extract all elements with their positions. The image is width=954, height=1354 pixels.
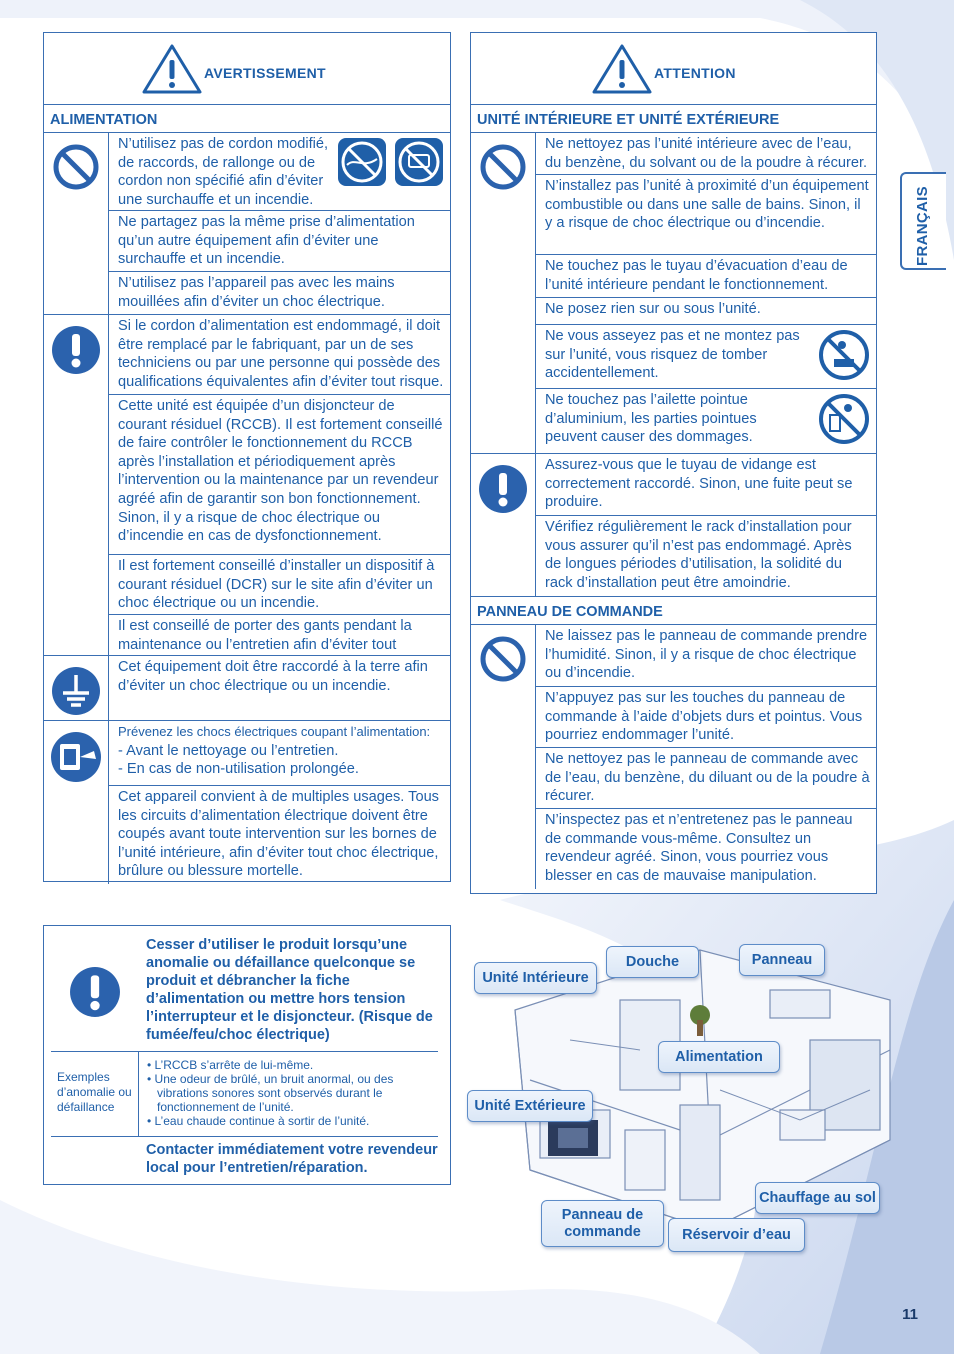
list-item: • Une odeur de brûlé, un bruit anormal, ou des vibrations sonores sont observés durant le fonctionnement de l’unité. — [147, 1072, 394, 1114]
warning-title: AVERTISSEMENT — [204, 65, 326, 81]
list-item: Ne laissez pas le panneau de commande prendre l’humidité. Sinon, il y a risque de choc électrique ou d’incendie. — [536, 625, 876, 687]
language-tab: FRANÇAIS — [900, 172, 946, 270]
prohibition-icon — [479, 143, 527, 191]
list-item: N’installez pas l’unité à proximité d’un équipement combustible ou dans une salle de bains. Sinon, il y a risque de choc électrique ou d’incendie. — [536, 175, 876, 255]
stop-box — [43, 925, 451, 1185]
panel-prohibit-group — [471, 625, 876, 889]
mandatory-action-icon — [69, 966, 121, 1018]
label-shower: Douche — [606, 946, 699, 978]
section-alimentation: ALIMENTATION — [44, 105, 450, 133]
list-item: Ne nettoyez pas le panneau de commande avec de l’eau, du benzène, du diluant ou de la poudre à récurer. — [536, 748, 876, 809]
no-sitting-icon — [818, 329, 870, 381]
list-item: N’utilisez pas l’appareil pas avec les mains mouillées afin d’éviter un choc électrique. — [118, 275, 395, 310]
unplug-group — [44, 721, 450, 884]
list-item: Si le cordon d’alimentation est endommagé, il doit être remplacé par le fabriquant, par un de ses techniciens ou par une personne qui possède des qualifications équivalentes afin d’éviter tout risque. — [109, 315, 450, 395]
caution-box — [470, 32, 877, 894]
examples-table — [51, 1051, 438, 1137]
contact-dealer-text: Contacter immédiatement votre revendeur local pour l’entretien/réparation. — [146, 1142, 438, 1176]
label-water-tank: Réservoir d’eau — [668, 1218, 805, 1252]
warning-box — [43, 32, 451, 882]
no-extension-cord-icon — [394, 137, 444, 187]
list-item: • L’RCCB s’arrête de lui-même. — [147, 1058, 314, 1072]
list-item: Assurez-vous que le tuyau de vidange est correctement raccordé. Sinon, une fuite peut se produire. — [536, 454, 876, 516]
list-item: Cette unité est équipée d’un disjoncteur de courant résiduel (RCCB). Il est fortement conseillé de faire contrôler le fonctionnement du RCCB après l’installation et périodiquement après l’intervention ou la maintenance par un revendeur agréé afin de garantir son bon fonctionnement. Sinon, il y a risque de choc électrique ou d’incendie en cas de dysfonctionnement. — [109, 395, 450, 555]
list-item: Il est conseillé de porter des gants pendant la maintenance ou l’entretien afin d’éviter tout — [118, 618, 412, 653]
caution-mandatory-group — [471, 454, 876, 597]
caution-title: ATTENTION — [654, 65, 736, 81]
list-item: Ne touchez pas le tuyau d’évacuation d’eau de l’unité intérieure pendant le fonctionnement. — [536, 255, 876, 298]
list-item: N’inspectez pas et n’entretenez pas le panneau de commande vous-même. Consultez un revendeur agréé. Sinon, vous pourriez vous blesser en cas de mauvaise manipulation. — [545, 812, 853, 884]
page-number: 11 — [902, 1306, 918, 1323]
label-indoor-unit: Unité Intérieure — [474, 962, 597, 994]
label-outdoor-unit: Unité Extérieure — [467, 1090, 593, 1122]
section-units: UNITÉ INTÉRIEURE ET UNITÉ EXTÉRIEURE — [471, 105, 876, 133]
section-control-panel: PANNEAU DE COMMANDE — [471, 597, 876, 625]
warning-header — [44, 33, 450, 105]
list-item: N’utilisez pas de cordon modifié, de raccords, de rallonge ou de cordon non spécifié afin d’éviter une surchauffe et un incendie. — [109, 133, 450, 211]
earth-group — [44, 656, 450, 721]
prohibition-icon — [52, 143, 100, 191]
no-modified-cord-icon — [337, 137, 387, 187]
caution-prohibit-group — [471, 133, 876, 454]
list-item: Ne posez rien sur ou sous l’unité. — [536, 298, 876, 325]
list-item: Ne partagez pas la même prise d’alimentation qu’un autre équipement afin d’éviter une surchauffe et un incendie. — [109, 211, 450, 272]
mandatory-action-icon — [51, 325, 101, 375]
earth-ground-icon — [51, 666, 101, 716]
list-item: Prévenez les chocs électriques coupant l’alimentation: - Avant le nettoyage ou l’entretien. - En cas de non-utilisation prolongée. — [109, 721, 450, 786]
examples-list — [147, 1058, 435, 1128]
list-item: Ne vous asseyez pas et ne montez pas sur l’unité, vous risquez de tomber accidentellement. — [536, 325, 876, 389]
list-item: Il est fortement conseillé d’installer un dispositif à courant résiduel (DCR) sur le site afin d’éviter un choc électrique ou un incendie. — [109, 555, 450, 615]
prohibit-group — [44, 133, 450, 315]
label-floor-heating: Chauffage au sol — [755, 1182, 880, 1214]
caution-triangle-icon — [591, 43, 653, 95]
list-item: Ne touchez pas l’ailette pointue d’aluminium, les parties pointues peuvent causer des dommages. — [536, 389, 876, 453]
list-item: • L’eau chaude continue à sortir de l’unité. — [147, 1114, 370, 1128]
list-item: Cet équipement doit être raccordé à la terre afin d’éviter un choc électrique ou un incendie. — [118, 659, 428, 694]
warning-triangle-icon — [141, 43, 203, 95]
prohibition-icon — [479, 635, 527, 683]
label-power-supply: Alimentation — [658, 1041, 780, 1073]
examples-label: Exemples d’anomalie ou défaillance — [51, 1052, 139, 1136]
list-item: N’appuyez pas sur les touches du panneau de commande à l’aide d’objets durs et pointus. Vous pourriez endommager l’unité. — [536, 687, 876, 748]
mandatory-action-icon — [478, 464, 528, 514]
stop-instruction: Cesser d’utiliser le produit lorsqu’une anomalie ou défaillance quelconque se produit et débrancher la fiche d’alimentation ou mettre hors tension l’interrupteur et le disjoncteur. (Risque de fumée/feu/choc électrique) — [146, 937, 433, 1043]
list-item: Vérifiez régulièrement le rack d’installation pour vous assurer qu’il n’est pas endommagé. Après de longues périodes d’utilisation, la solidité du rack d’installation peut être amoindrie. — [545, 519, 852, 591]
caution-header — [471, 33, 876, 105]
list-item: Ne nettoyez pas l’unité intérieure avec de l’eau, du benzène, du solvant ou de la poudre à récurer. — [536, 133, 876, 175]
no-touch-fin-icon — [818, 393, 870, 445]
label-control-panel: Panneau de commande — [541, 1200, 664, 1247]
label-panel: Panneau — [739, 944, 825, 976]
unplug-icon — [50, 731, 102, 783]
list-item: Cet appareil convient à de multiples usages. Tous les circuits d’alimentation électrique doivent être coupés avant toute intervention sur les bornes de l’unité intérieure, afin d’éviter tout choc électrique, brûlure ou blessure mortelle. — [118, 789, 439, 880]
mandatory-group — [44, 315, 450, 656]
